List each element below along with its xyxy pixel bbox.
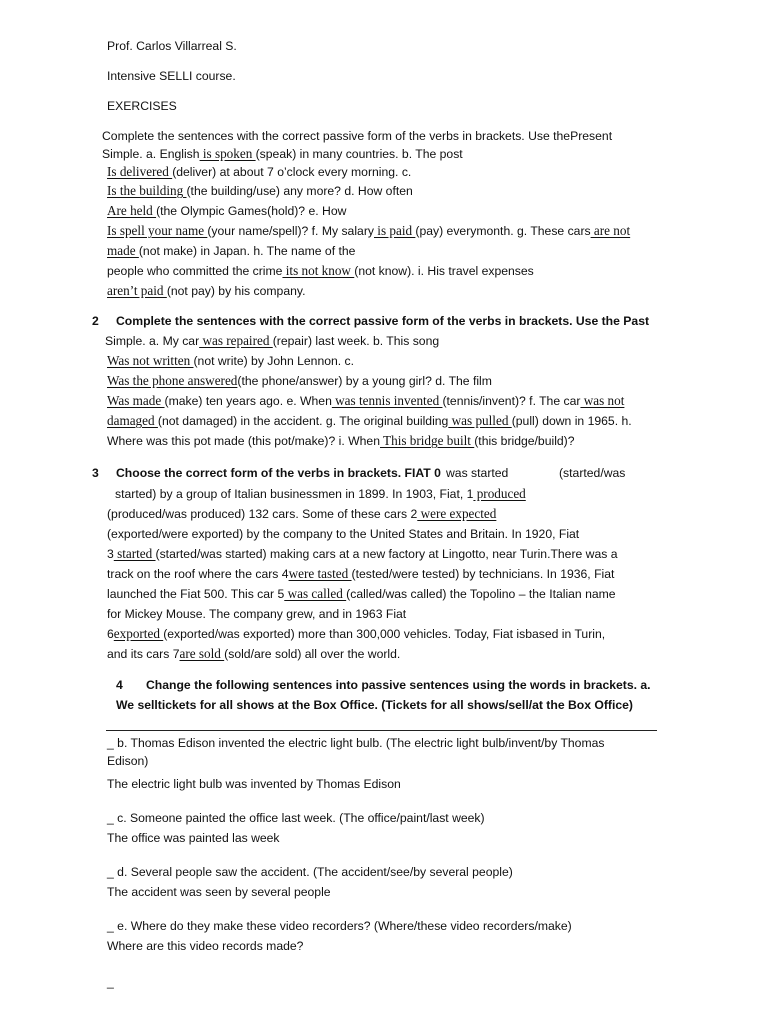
answer: was repaired bbox=[199, 333, 273, 348]
ex3-line-7: for Mickey Mouse. The company grew, and in 1963 Fiat bbox=[107, 607, 407, 621]
ex4-prompt-a: We selltickets for all shows at the Box Office. (Tickets for all shows/sell/at the Box Office) bbox=[116, 698, 633, 712]
ex3-line-9: and its cars 7are sold (sold/are sold) all over the world. bbox=[107, 646, 401, 661]
answer: aren’t paid bbox=[107, 283, 167, 298]
answer: was pulled bbox=[448, 413, 512, 428]
answer: made bbox=[107, 243, 139, 258]
answer: damaged bbox=[107, 413, 158, 428]
ex3-example-options: (started/was bbox=[559, 466, 626, 480]
ex3-number: 3 bbox=[92, 466, 99, 480]
ex2-line-c: Was the phone answered(the phone/answer) by a young girl? d. The film bbox=[107, 373, 492, 388]
section-heading: EXERCISES bbox=[107, 99, 177, 113]
ex4-question-e: _ e. Where do they make these video recorders? (Where/these video recorders/make) bbox=[107, 919, 572, 933]
answer: are sold bbox=[179, 646, 225, 661]
ex1-line-a: Simple. a. English is spoken (speak) in many countries. b. The post bbox=[102, 146, 463, 161]
ex1-line-e: Is spell your name (your name/spell)? f. My salary is paid (pay) everymonth. g. These cars are not bbox=[107, 223, 631, 238]
ex3-line-3: (exported/were exported) by the company to the United States and Britain. In 1920, Fiat bbox=[107, 527, 580, 541]
answer: This bridge built bbox=[379, 433, 475, 448]
answer: exported bbox=[113, 626, 164, 641]
ex4-question-b-cont: Edison) bbox=[107, 754, 149, 768]
ex2-line-d: Was made (make) ten years ago. e. When was tennis invented (tennis/invent)? f. The car was not bbox=[107, 393, 625, 408]
ex3-line-1: started) by a group of Italian businessmen in 1899. In 1903, Fiat, 1 produced bbox=[115, 486, 526, 501]
ex3-example-answer: was started bbox=[446, 466, 509, 480]
ex4-answer-d: The accident was seen by several people bbox=[107, 885, 331, 899]
answer-line-a bbox=[106, 730, 657, 731]
answer: is spoken bbox=[199, 146, 256, 161]
answer: Is delivered bbox=[107, 164, 173, 179]
ex4-answer-e: Where are this video records made? bbox=[107, 939, 304, 953]
ex2-line-f: Where was this pot made (this pot/make)? i. When This bridge built (this bridge/build)? bbox=[107, 433, 575, 448]
answer: were expected bbox=[417, 506, 497, 521]
course-line: Intensive SELLI course. bbox=[107, 69, 236, 83]
ex4-instruction: Change the following sentences into passive sentences using the words in brackets. a. bbox=[146, 678, 651, 692]
answer: Was made bbox=[107, 393, 165, 408]
ex2-line-b: Was not written (not write) by John Lennon. c. bbox=[107, 353, 355, 368]
ex1-line-c: Is the building (the building/use) any more? d. How often bbox=[107, 183, 413, 198]
answer: Was the phone answered bbox=[107, 373, 238, 388]
answer: Is the building bbox=[107, 183, 187, 198]
ex2-line-a: Simple. a. My car was repaired (repair) last week. b. This song bbox=[105, 333, 440, 348]
answer: was called bbox=[284, 586, 347, 601]
ex3-line-6: launched the Fiat 500. This car 5 was called (called/was called) the Topolino – the Italian name bbox=[107, 586, 616, 601]
answer: Are held bbox=[107, 203, 157, 218]
ex3-line-4: 3 started (started/was started) making cars at a new factory at Lingotto, near Turin.There was a bbox=[107, 546, 618, 561]
ex3-line-8: 6exported (exported/was exported) more than 300,000 vehicles. Today, Fiat isbased in Turin, bbox=[107, 626, 606, 641]
answer: produced bbox=[473, 486, 526, 501]
ex4-blank-mark: _ bbox=[107, 975, 114, 989]
ex4-answer-c: The office was painted las week bbox=[107, 831, 280, 845]
answer: was tennis invented bbox=[331, 393, 443, 408]
ex4-question-c: _ c. Someone painted the office last week. (The office/paint/last week) bbox=[107, 811, 485, 825]
ex1-line-b: Is delivered (deliver) at about 7 o’clock every morning. c. bbox=[107, 164, 412, 179]
ex1-line-h: aren’t paid (not pay) by his company. bbox=[107, 283, 306, 298]
ex3-instruction: Choose the correct form of the verbs in brackets. FIAT 0 bbox=[116, 466, 441, 480]
ex4-question-d: _ d. Several people saw the accident. (The accident/see/by several people) bbox=[107, 865, 513, 879]
answer: were tasted bbox=[288, 566, 352, 581]
ex1-line-d: Are held (the Olympic Games(hold)? e. How bbox=[107, 203, 347, 218]
ex4-number: 4 bbox=[116, 678, 123, 692]
answer: was not bbox=[580, 393, 625, 408]
ex3-line-2: (produced/was produced) 132 cars. Some of these cars 2 were expected bbox=[107, 506, 497, 521]
ex1-line-g: people who committed the crime its not know (not know). i. His travel expenses bbox=[107, 263, 534, 278]
ex1-instruction: Complete the sentences with the correct passive form of the verbs in brackets. Use thePresent bbox=[102, 129, 613, 143]
answer: its not know bbox=[282, 263, 355, 278]
answer: is paid bbox=[373, 223, 416, 238]
answer: Was not written bbox=[107, 353, 194, 368]
ex4-answer-b: The electric light bulb was invented by Thomas Edison bbox=[107, 777, 401, 791]
ex2-number: 2 bbox=[92, 314, 99, 328]
ex2-instruction: Complete the sentences with the correct passive form of the verbs in brackets. Use the Past bbox=[116, 314, 650, 328]
ex2-line-e: damaged (not damaged) in the accident. g. The original building was pulled (pull) down in 1965. h. bbox=[107, 413, 632, 428]
answer: started bbox=[113, 546, 156, 561]
ex4-question-b: _ b. Thomas Edison invented the electric light bulb. (The electric light bulb/invent/by Thomas bbox=[107, 736, 605, 750]
ex3-line-5: track on the roof where the cars 4were tasted (tested/were tested) by technicians. In 1936, Fiat bbox=[107, 566, 615, 581]
ex1-line-f: made (not make) in Japan. h. The name of the bbox=[107, 243, 356, 258]
answer: are not bbox=[590, 223, 631, 238]
author-line: Prof. Carlos Villarreal S. bbox=[107, 39, 237, 53]
answer: Is spell your name bbox=[107, 223, 208, 238]
